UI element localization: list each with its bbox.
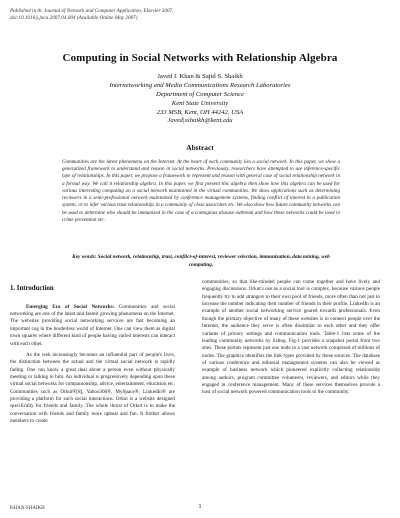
page-number: 1: [198, 503, 202, 510]
running-footer: KHAN/SHAIKH: [10, 506, 45, 511]
right-paragraph-1: communities, so that like-minded people can come together and have lively and engaging discussions. Orkut's use as a social tool is complex, because various people frequently try to add strangers to their own pool of friends, more often than not just to increase the number indicating their number of friends in their profile. LinkedIn is an example of another social networking service geared towards professionals. Even though the primary objective of many of these websites is to connect people over the Internet, the audience they serve is often dissimilar to each other and they offer variants of privacy settings and communication tools. Table-1 lists some of the leading community networks by listing. Fig-1 provides a snapshot portal from two sites. These portals represent just one node in a vast network comprised of millions of nodes. The graphics identifies the link types provided by these sources. The database of various conference and editorial management systems can also be viewed as example of business network which pioneered explicitly collecting relationship among authors, program committee volunteers, reviewers, and editors while they engaged in conference management. Many of these services themselves provide a host of social network powered communication tools to the community.: [202, 279, 380, 396]
department: Department of Computer Science: [155, 90, 245, 98]
authors: Javed I. Khan & Sajid S. Shaikh: [157, 73, 243, 80]
paragraph-text: Communities and social networking are one of the latest and fastest growing phenomena on the Internet. The websites providing social networking services are fast becoming an important cog in the borderless world of Internet. One can view them as digital town squares where different kind of people having varied interests can interact with each other.: [10, 303, 175, 347]
lab-name: Internetworking and Media Communications Research Laboratories: [109, 81, 291, 89]
section-heading: 1. Introduction: [10, 285, 54, 292]
email: Javed|sshaikh@kent.edu: [167, 117, 233, 125]
keywords: Key words: Social network, relationship, trust, conflict-of-interest, reviewer selection, immunization, data mining, web computing.: [72, 254, 330, 268]
left-column: [10, 284, 175, 429]
publication-note: Published in th. Journal of Network and Computer Application, Elsevier 2007, doi:10.1016/j.jnca.2007.04.004 (Available Online May 2007): [10, 8, 174, 21]
university: Kent State University: [171, 99, 229, 107]
abstract-heading: Abstract: [186, 143, 214, 152]
affiliation-block: [0, 73, 400, 126]
paper-title: Computing in Social Networks with Relationship Algebra: [62, 52, 338, 64]
intro-paragraph-2: As the web increasingly becomes an influential part of people's lives, the distinction between the actual and the virtual social network is rapidly fading. One can know a great deal about a person even without physically meeting or talking to him. An individual is progressively depending upon these virtual social networks for companionship, advice, entertainment, education etc. Communities such as Orkut®[8], Yahoo360®, MySpace®, LinkedIn® are providing a platform for such social interactions. Orkut is a website designed specifically for friends and family. The whole thrust of Orkut is to make the conversation with friends and family more upbeat and fun. It further allows members to create: [10, 351, 175, 425]
abstract-body: Communities are the latest phenomena on the Internet. At the heart of each community lies a social network. In this paper, we show a generalized framework to understand and reason in social networks. Previously, researchers have attempted to use inference-specific type of relationships. In this paper, we propose a framework to represent and reason with general case of social relationship network in a formal way. We call it relationship algebra. In this paper, we first present this algebra then show how this algebra can be used for various interesting computing on a social network maintained in the virtual communities. We show applications such as determining reviewers in a semi-professional network maintained by conference management systems, finding conflict of interest in a publication system, or to infer various trust relationships in a community of close associates etc. We also show how future community networks can be used to determine who should be immunized in the case of a contagious disease outbreak and how these networks could be used in crime prevention etc.: [62, 159, 340, 223]
address: 233 MSB, Kent, OH 44242, USA: [156, 108, 244, 116]
paragraph-lead: Emerging Era of Social Networks:: [26, 303, 115, 310]
intro-paragraph-1: [10, 304, 175, 348]
right-column: [202, 279, 380, 401]
